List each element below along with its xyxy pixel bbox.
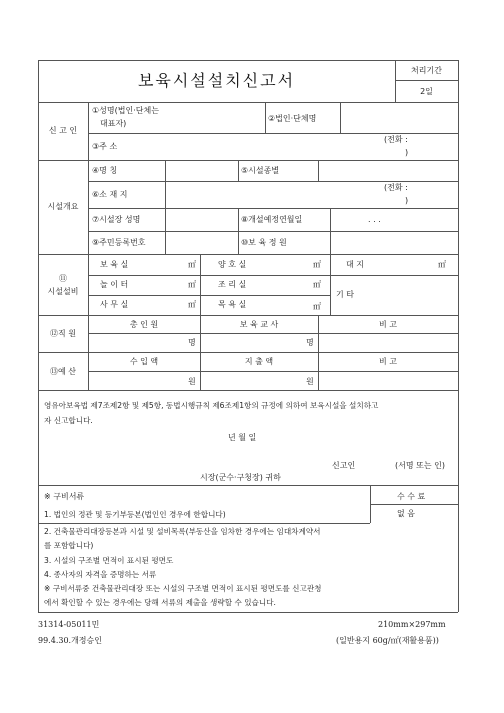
resident-number-field[interactable] — [167, 233, 236, 252]
capacity-label: ⑩보 육 정 원 — [241, 238, 287, 247]
staff-note-field[interactable] — [320, 335, 456, 350]
reporter-name-label-cont: 대표자) — [100, 119, 127, 128]
kitchen-unit: ㎡ — [313, 280, 321, 289]
office-unit: ㎡ — [188, 300, 196, 309]
expense-label: 지 출 액 — [244, 357, 274, 366]
reporter-name-field[interactable] — [165, 105, 263, 129]
signature-field[interactable]: (서명 또는 인) — [395, 461, 445, 470]
reporter-name-label: ①성명(법인·단체는 — [92, 106, 159, 115]
form-title: 보육시설설치신고서 — [137, 71, 296, 90]
reporter-phone-label: (전화 : — [384, 135, 408, 144]
signer-label: 신고인 — [332, 461, 356, 470]
paper-size: 210mm×297mm — [378, 620, 446, 629]
nursing-room-unit: ㎡ — [313, 260, 321, 269]
declaration-text: 영유아보육법 제7조제2항 및 제5항, 동법시행규칙 제6조제1항의 규정에 의하여 보육시설을 설치하고 — [44, 401, 379, 410]
budget-note-label: 비 고 — [379, 357, 397, 366]
land-unit: ㎡ — [438, 260, 446, 269]
total-staff-unit[interactable]: 명 — [188, 338, 196, 347]
nursery-room-label: 보 육 실 — [100, 260, 129, 269]
resident-number-label: ⑨주민등록번호 — [92, 238, 146, 247]
capacity-field[interactable] — [332, 233, 456, 252]
facility-phone-close: ) — [405, 196, 409, 205]
facility-type-label: ⑤시설종별 — [241, 166, 280, 175]
reporter-address-field[interactable] — [165, 136, 365, 158]
approval-date: 99.4.30.개정승인 — [38, 636, 102, 645]
required-docs-header: ※ 구비서류 — [44, 492, 85, 501]
facility-type-field[interactable] — [320, 162, 456, 179]
budget-section-label: ⑬예 산 — [50, 367, 76, 376]
budget-note-field[interactable] — [320, 373, 456, 388]
facility-name-field[interactable] — [167, 162, 236, 179]
form-code: 31314-05011민 — [38, 620, 100, 629]
reporter-phone-close: ) — [405, 148, 409, 157]
recipient-line: 시장(군수·구청장) 귀하 — [200, 473, 281, 482]
expense-unit[interactable]: 원 — [306, 377, 314, 386]
facility-phone-label: (전화 : — [384, 183, 408, 192]
bathroom-unit: ㎡ — [313, 302, 321, 311]
reporter-section-label: 신 고 인 — [48, 126, 78, 135]
playground-label: 놀 이 터 — [100, 280, 129, 289]
nursing-room-label: 양 호 실 — [218, 260, 247, 269]
paper-type: (일반용지 60g/㎡(재활용품)) — [336, 636, 439, 645]
income-unit[interactable]: 원 — [188, 377, 196, 386]
open-date-label: ⑧개설예정연월일 — [241, 215, 303, 224]
doc-item: 2. 건축물관리대장등본과 시설 및 설비목록(부동산을 임차한 경우에는 임대차계약서 — [44, 527, 321, 536]
reporter-address-label: ③주 소 — [92, 142, 118, 151]
income-label: 수 입 액 — [129, 357, 159, 366]
other-label: 기 타 — [336, 290, 354, 299]
staff-section-label: ⑫직 원 — [50, 329, 76, 338]
doc-item: 를 포함합니다) — [44, 541, 94, 550]
kitchen-label: 조 리 실 — [218, 280, 247, 289]
docs-note-cont: 에서 확인할 수 있는 경우에는 당해 서류의 제출을 생략할 수 있습니다. — [44, 598, 276, 607]
nursery-room-unit: ㎡ — [188, 260, 196, 269]
facility-location-label: ⑥소 재 지 — [92, 190, 128, 199]
office-label: 사 무 실 — [100, 300, 129, 309]
doc-item: 3. 시설의 구조별 면적이 표시된 평면도 — [44, 556, 174, 565]
declaration-date[interactable]: 년 월 일 — [228, 433, 257, 442]
director-name-label: ⑦시설장 성명 — [92, 215, 141, 224]
declaration-text-cont: 자 신고합니다. — [44, 416, 93, 425]
doc-item: 4. 종사자의 자격을 증명하는 서류 — [44, 570, 157, 579]
bathroom-label: 목 욕 실 — [218, 300, 247, 309]
equipment-section-label: 시설설비 — [47, 287, 79, 296]
fee-value: 없 음 — [397, 509, 415, 518]
open-date-field[interactable]: . . . — [368, 215, 381, 224]
playground-unit: ㎡ — [188, 280, 196, 289]
facility-location-field[interactable] — [167, 184, 367, 206]
doc-item: 1. 법인의 정관 및 등기부등본(법인인 경우에 한합니다) — [44, 510, 226, 519]
teacher-count-unit[interactable]: 명 — [306, 338, 314, 347]
corp-name-field[interactable] — [342, 105, 456, 129]
corp-name-label: ②법인·단체명 — [268, 114, 317, 123]
total-staff-label: 총 인 원 — [129, 320, 159, 329]
director-name-field[interactable] — [167, 210, 236, 229]
equipment-section-num: ⑪ — [59, 274, 67, 283]
processing-period-value: 2일 — [420, 87, 433, 96]
processing-period-label: 처리기간 — [411, 66, 442, 75]
staff-note-label: 비 고 — [379, 320, 397, 329]
facility-section-label: 시설개요 — [47, 202, 79, 211]
fee-label: 수 수 료 — [397, 492, 426, 501]
teacher-count-label: 보 육 교 사 — [239, 320, 279, 329]
facility-name-label: ④명 칭 — [92, 166, 118, 175]
land-label: 대 지 — [346, 260, 364, 269]
docs-note: ※ 구비서류중 건축물관리대장 또는 시설의 구조별 면적이 표시된 평면도를 신고관청 — [44, 584, 322, 593]
